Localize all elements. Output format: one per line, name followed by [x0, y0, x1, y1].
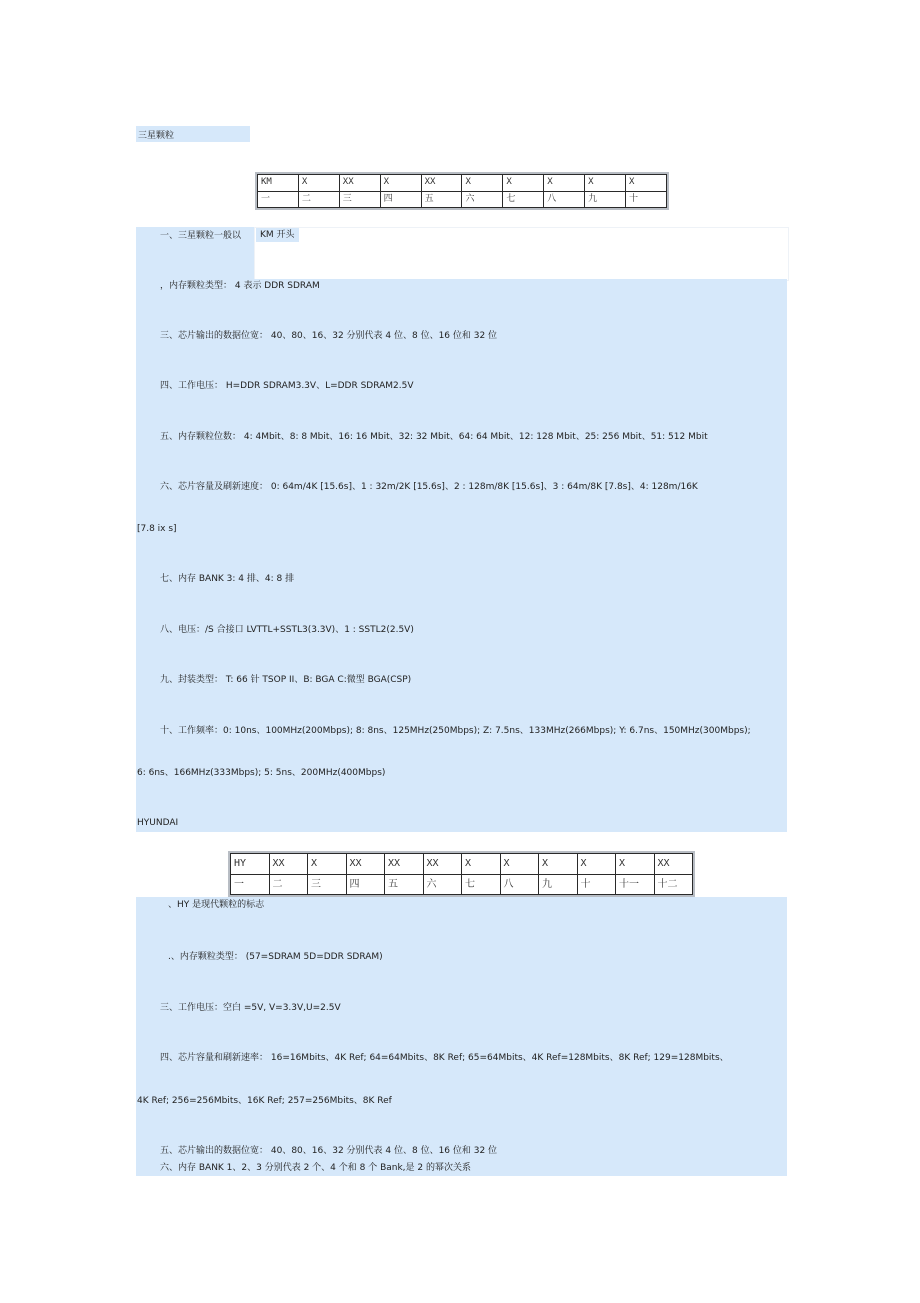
- samsung-line: 六、芯片容量及刷新速度： 0: 64m/4K [15.6s]、1 : 32m/2K [15.6s]、2 : 128m/8K [15.6s]、3 : 64m/8K [7.8s]、4: 128m/16K: [160, 482, 698, 492]
- table-cell: 九: [539, 874, 578, 895]
- table-cell: X: [462, 854, 501, 875]
- table-row: [231, 874, 693, 895]
- hyundai-heading: HYUNDAI: [137, 818, 179, 828]
- table-cell: 十一: [616, 874, 655, 895]
- table-cell: X: [380, 175, 421, 192]
- samsung-heading-block: [136, 126, 250, 142]
- samsung-code-table: [255, 172, 669, 210]
- table-cell: 七: [462, 874, 501, 895]
- table-cell: 六: [423, 874, 462, 895]
- table-cell: X: [539, 854, 578, 875]
- hyundai-line: 五、芯片输出的数据位宽： 40、80、16、32 分别代表 4 位、8 位、16 位和 32 位: [160, 1146, 498, 1156]
- samsung-heading: 三星颗粒: [138, 131, 175, 141]
- table-cell: 九: [585, 191, 626, 208]
- samsung-line-1-label: 一、三星颗粒一般以: [160, 231, 242, 241]
- table-row: [258, 191, 667, 208]
- samsung-line: 五、内存颗粒位数： 4: 4Mbit、8: 8 Mbit、16: 16 Mbit、32: 32 Mbit、64: 64 Mbit、12: 128 Mbit、25: 256 Mbit、51: 512 Mbit: [160, 432, 708, 442]
- samsung-line: ，内存颗粒类型： 4 表示 DDR SDRAM: [160, 281, 320, 291]
- table-cell: X: [585, 175, 626, 192]
- table-cell: X: [503, 175, 544, 192]
- table-cell: XX: [385, 854, 424, 875]
- samsung-line: 十、工作频率：0: 10ns、100MHz(200Mbps); 8: 8ns、125MHz(250Mbps); Z: 7.5ns、133MHz(266Mbps); Y: 6.7ns、150MHz(300Mbps);: [160, 726, 751, 736]
- samsung-line-1-tag: KM 开头: [256, 228, 299, 242]
- samsung-line: 四、工作电压： H=DDR SDRAM3.3V、L=DDR SDRAM2.5V: [160, 381, 414, 391]
- table-cell: X: [544, 175, 585, 192]
- table-cell: 十二: [654, 874, 693, 895]
- table-cell: XX: [346, 854, 385, 875]
- hyundai-line: 四、芯片容量和刷新速率： 16=16Mbits、4K Ref; 64=64Mbits、8K Ref; 65=64Mbits、4K Ref=128Mbits、8K Ref; 129=128Mbits、: [160, 1053, 729, 1063]
- samsung-content-band: [136, 279, 787, 832]
- table-cell: 七: [503, 191, 544, 208]
- hyundai-line: 六、内存 BANK 1、2、3 分别代表 2 个、4 个和 8 个 Bank,是 2 的幂次关系: [160, 1163, 471, 1173]
- table-cell: 十: [577, 874, 616, 895]
- table-row: [258, 175, 667, 192]
- table-cell: 八: [544, 191, 585, 208]
- table-cell: 一: [231, 874, 270, 895]
- hyundai-line: 4K Ref; 256=256Mbits、16K Ref; 257=256Mbits、8K Ref: [137, 1096, 392, 1106]
- hyundai-line: .、内存颗粒类型： (57=SDRAM 5D=DDR SDRAM): [168, 952, 383, 962]
- table-cell: X: [626, 175, 667, 192]
- table-cell: X: [500, 854, 539, 875]
- table-cell: XX: [269, 854, 308, 875]
- table-cell: X: [577, 854, 616, 875]
- table-cell: HY: [231, 854, 270, 875]
- table-cell: 一: [258, 191, 299, 208]
- hyundai-line: 、HY 是现代颗粒的标志: [168, 900, 265, 910]
- table-cell: 六: [462, 191, 503, 208]
- samsung-line: 七、内存 BANK 3: 4 排、4: 8 排: [160, 574, 295, 584]
- table-row: [231, 854, 693, 875]
- table-cell: X: [298, 175, 339, 192]
- samsung-line: 八、电压：/S 合接口 LVTTL+SSTL3(3.3V)、1 : SSTL2(2.5V): [160, 625, 414, 635]
- hyundai-line: 三、工作电压：空白 =5V, V=3.3V,U=2.5V: [160, 1003, 341, 1013]
- samsung-line: 九、封装类型： T: 66 针 TSOP II、B: BGA C:微型 BGA(CSP): [160, 675, 412, 685]
- table-cell: 四: [380, 191, 421, 208]
- table-cell: 五: [421, 191, 462, 208]
- table-cell: 五: [385, 874, 424, 895]
- samsung-line: 三、芯片输出的数据位宽： 40、80、16、32 分别代表 4 位、8 位、16 位和 32 位: [160, 331, 498, 341]
- samsung-line: 6: 6ns、166MHz(333Mbps); 5: 5ns、200MHz(400Mbps): [137, 768, 386, 778]
- hyundai-code-table: [228, 851, 695, 897]
- table-cell: 八: [500, 874, 539, 895]
- table-cell: 二: [298, 191, 339, 208]
- km-box: [254, 227, 789, 281]
- table-cell: 四: [346, 874, 385, 895]
- table-cell: X: [462, 175, 503, 192]
- table-cell: XX: [421, 175, 462, 192]
- table-cell: 十: [626, 191, 667, 208]
- table-cell: X: [308, 854, 347, 875]
- table-cell: 二: [269, 874, 308, 895]
- table-cell: XX: [339, 175, 380, 192]
- samsung-line: [7.8 ix s]: [137, 524, 177, 534]
- table-cell: 三: [339, 191, 380, 208]
- table-cell: 三: [308, 874, 347, 895]
- hyundai-content-band: [136, 897, 787, 1176]
- table-cell: X: [616, 854, 655, 875]
- table-cell: KM: [258, 175, 299, 192]
- table-cell: XX: [423, 854, 462, 875]
- table-cell: XX: [654, 854, 693, 875]
